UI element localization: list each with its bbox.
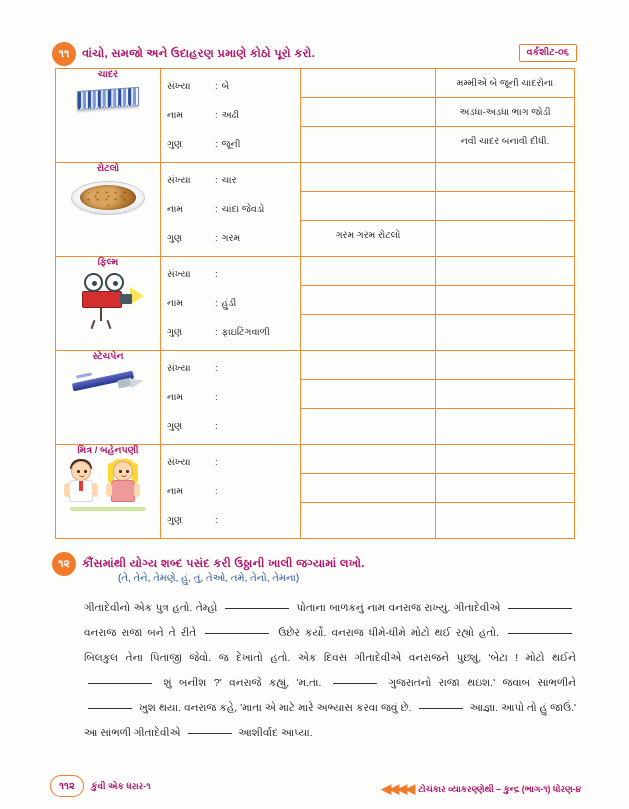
answer-blank[interactable]	[301, 445, 435, 474]
answer-blank[interactable]	[436, 286, 574, 315]
answer-blank[interactable]	[436, 474, 574, 503]
answer-blank[interactable]	[301, 315, 435, 344]
table-row	[56, 257, 575, 351]
answer-blank[interactable]	[436, 257, 574, 286]
attr-key: સંખ્યા	[167, 363, 191, 374]
attr-row	[167, 383, 296, 412]
attr-colon: :	[215, 204, 218, 215]
attr-row	[167, 289, 296, 318]
attr-row	[167, 506, 296, 535]
middle-answer-cell[interactable]	[301, 351, 436, 445]
footer-left	[50, 775, 151, 797]
attr-colon: :	[215, 175, 218, 186]
example-line: અડધા-અડધા ભાગ જોડી	[436, 98, 574, 127]
blank-field[interactable]	[88, 673, 152, 684]
table-row	[56, 69, 575, 163]
attr-value: હુંડી	[221, 298, 237, 309]
attr-value: ફાઇટિંગવાળી	[221, 327, 270, 338]
attr-key: નામ	[167, 204, 184, 215]
blank-field[interactable]	[225, 598, 289, 609]
attr-row	[167, 72, 296, 101]
paragraph-part: પોતાના બાળકનું નામ વનરાજ રાખ્યું. ગીતાદેવીએ	[296, 602, 501, 614]
attr-key: નામ	[167, 298, 184, 309]
attr-key: ગુણ	[167, 515, 183, 526]
attr-value: બે	[221, 81, 230, 92]
answer-blank[interactable]	[301, 192, 435, 221]
answer-blank[interactable]	[436, 380, 574, 409]
worksheet-tag: વર્કશીટ-૦૬	[519, 44, 577, 62]
attr-key: ગુણ	[167, 139, 183, 150]
attr-colon: :	[215, 363, 218, 374]
word-bank: (તે, તેને, તેમણે, હું, તું, તેઓ, તમે, તેનો, તેમના)	[118, 573, 300, 584]
answer-blank[interactable]	[301, 163, 435, 192]
exercise-number-badge: ૧૨	[52, 552, 76, 576]
middle-answer-cell[interactable]	[301, 69, 436, 163]
answer-blank[interactable]	[436, 445, 574, 474]
answer-blank[interactable]	[301, 257, 435, 286]
attr-colon: :	[215, 515, 218, 526]
two-children-icon	[66, 459, 150, 513]
paragraph-part: શું બનીશ ?' વનરાજે કહ્યું, 'મ.તા.	[163, 677, 322, 689]
page-number: ૧૧૨	[50, 775, 84, 797]
picture-cell-film	[56, 257, 161, 351]
paragraph-part: તેના પિતાજી જેવો. જ દેખાતો હતો. એક દિવસ ગીતાદેવીએ વનરાજને પુછ્યું, 'બેટા ! મોટો થઈને	[125, 652, 577, 664]
attributes-cell-film	[161, 257, 301, 351]
film-projector-icon	[70, 271, 146, 329]
attr-value: ગરમ	[221, 233, 241, 244]
attr-colon: :	[215, 421, 218, 432]
example-sentence-cell[interactable]	[436, 257, 575, 351]
answer-blank[interactable]	[301, 503, 435, 532]
attr-key: સંખ્યા	[167, 457, 191, 468]
attr-row	[167, 354, 296, 383]
pen-icon	[66, 365, 150, 401]
paragraph-part: ગીતાદેવીનો એક પુત્ર હતો. તેમ્હો	[84, 602, 218, 614]
rotlo-icon	[71, 177, 145, 217]
attr-row	[167, 448, 296, 477]
attr-key: સંખ્યા	[167, 269, 191, 280]
example-sentence-cell[interactable]	[436, 351, 575, 445]
answer-filled[interactable]: ગરમ ગરમ રોટલો	[335, 230, 401, 241]
attr-value: ચાર	[221, 175, 237, 186]
paragraph-part: ગુજરાતનો રાજા થઇશ.' જવાબ સાંભળીને	[388, 677, 576, 689]
answer-blank[interactable]	[436, 409, 574, 438]
middle-answer-cell[interactable]	[301, 445, 436, 539]
towel-icon	[77, 83, 139, 113]
attr-row	[167, 477, 296, 506]
attr-colon: :	[215, 486, 218, 497]
attr-colon: :	[215, 392, 218, 403]
table-row	[56, 445, 575, 539]
attr-row	[167, 130, 296, 159]
attr-key: નામ	[167, 110, 184, 121]
answer-blank[interactable]	[436, 503, 574, 532]
middle-answer-cell[interactable]	[301, 163, 436, 257]
attr-row	[167, 195, 296, 224]
answer-blank[interactable]	[301, 380, 435, 409]
fill-in-the-blanks-paragraph	[84, 596, 576, 746]
paragraph-part: વનરાજ કહે, 'માતા એ માટે મારે અભ્યાસ કરવા જવું છે.	[184, 702, 412, 714]
item-label: ચાદર	[97, 69, 119, 80]
paragraph-part: બિલકુલ	[84, 652, 119, 664]
footer-left-text: કુંવી એક ધરાર-૧	[91, 780, 151, 791]
attr-row	[167, 224, 296, 253]
answer-blank[interactable]	[301, 127, 435, 156]
answer-blank[interactable]	[301, 286, 435, 315]
attr-row	[167, 412, 296, 441]
attr-colon: :	[215, 110, 218, 121]
attr-key: સંખ્યા	[167, 81, 191, 92]
example-sentence-cell[interactable]	[436, 163, 575, 257]
example-line: નવી ચાદર બનાવી દીધી.	[460, 136, 550, 147]
example-line: મમ્મીએ બે જૂની ચાદરોના	[436, 69, 574, 98]
paragraph-part: વનરાજ રાજા બને તે રીતે	[84, 627, 197, 639]
item-label: મિત્ર / બહેનપણી	[77, 445, 139, 456]
attr-key: સંખ્યા	[167, 175, 191, 186]
blank-field[interactable]	[188, 723, 232, 734]
answer-blank[interactable]	[301, 474, 435, 503]
attr-value: ચાંદા જેવડો	[221, 204, 265, 215]
blank-field[interactable]	[333, 673, 377, 684]
blank-field[interactable]	[508, 623, 572, 634]
answer-blank[interactable]	[436, 315, 574, 344]
attr-key: નામ	[167, 486, 184, 497]
paragraph-part: આજ્ઞા. આપો તો હું જાઉં.' આ સાંભળી	[84, 702, 577, 739]
attr-colon: :	[215, 139, 218, 150]
paragraph-part: ખુશ થયા.	[139, 702, 181, 714]
exercise-11-title: વાંચો, સમજો અને ઉદાહરણ પ્રમાણે કોઠો પૂરો કરો.	[82, 47, 316, 60]
answer-blank[interactable]	[436, 163, 574, 192]
item-label: સ્ટેચપેન	[92, 351, 124, 362]
attr-key: ગુણ	[167, 421, 183, 432]
picture-cell-chadar	[56, 69, 161, 163]
exercise-12-title: કૌંસમાંથી યોગ્ય શબ્દ પસંદ કરી ઉઠ્ઠાની ખાલી જગ્યામાં લખો.	[82, 557, 365, 570]
answer-blank[interactable]	[436, 221, 574, 250]
picture-cell-friend	[56, 445, 161, 539]
attr-colon: :	[215, 81, 218, 92]
attr-colon: :	[215, 233, 218, 244]
blank-field[interactable]	[419, 698, 463, 709]
item-label: રોટલો	[96, 163, 120, 174]
attr-row	[167, 166, 296, 195]
attributes-cell-chadar	[161, 69, 301, 163]
paragraph-part: ઉછેર કર્યો. વનરાજ ધીમે-ધીમે મોટો થઈ રહ્યો હતો.	[278, 627, 499, 639]
attr-colon: :	[215, 457, 218, 468]
answer-table	[55, 68, 575, 539]
table-row	[56, 351, 575, 445]
picture-cell-rotlo	[56, 163, 161, 257]
attributes-cell-rotlo	[161, 163, 301, 257]
attr-key: નામ	[167, 392, 184, 403]
attr-value: જૂની	[221, 139, 241, 150]
blank-field[interactable]	[508, 598, 572, 609]
blank-field[interactable]	[88, 698, 132, 709]
attr-row	[167, 101, 296, 130]
footer-right	[381, 781, 581, 797]
example-sentence-cell[interactable]	[436, 445, 575, 539]
paragraph-part: આશીર્વાદ આપ્યા.	[238, 727, 313, 739]
table-row	[56, 163, 575, 257]
paragraph-part: ગીતાદેવીએ	[133, 727, 181, 739]
middle-answer-cell[interactable]	[301, 257, 436, 351]
chevron-left-icon: ◀◀◀◀	[381, 781, 414, 796]
attr-key: ગુણ	[167, 233, 183, 244]
exercise-11-header	[52, 42, 577, 66]
attr-row	[167, 260, 296, 289]
attr-colon: :	[215, 269, 218, 280]
exercise-number-badge: ૧૧	[52, 42, 76, 66]
attr-key: ગુણ	[167, 327, 183, 338]
attributes-cell-friend	[161, 445, 301, 539]
answer-blank[interactable]	[301, 409, 435, 438]
attr-value: અઢી	[221, 110, 240, 121]
answer-blank[interactable]	[436, 192, 574, 221]
attributes-cell-pen	[161, 351, 301, 445]
answer-blank[interactable]	[301, 69, 435, 98]
answer-blank[interactable]	[301, 351, 435, 380]
attr-row	[167, 318, 296, 347]
example-sentence-cell	[436, 69, 575, 163]
picture-cell-pen	[56, 351, 161, 445]
attr-colon: :	[215, 298, 218, 309]
blank-field[interactable]	[205, 623, 269, 634]
item-label: ફિલ્મ	[97, 257, 119, 268]
answer-blank[interactable]	[436, 351, 574, 380]
footer-right-text: ટોચંકાર વ્યાકરણ્ણેથી – કુન્દ્ર (ભાગ-૧) ધોરણ-૪	[418, 783, 581, 794]
answer-blank[interactable]	[301, 98, 435, 127]
attr-colon: :	[215, 327, 218, 338]
